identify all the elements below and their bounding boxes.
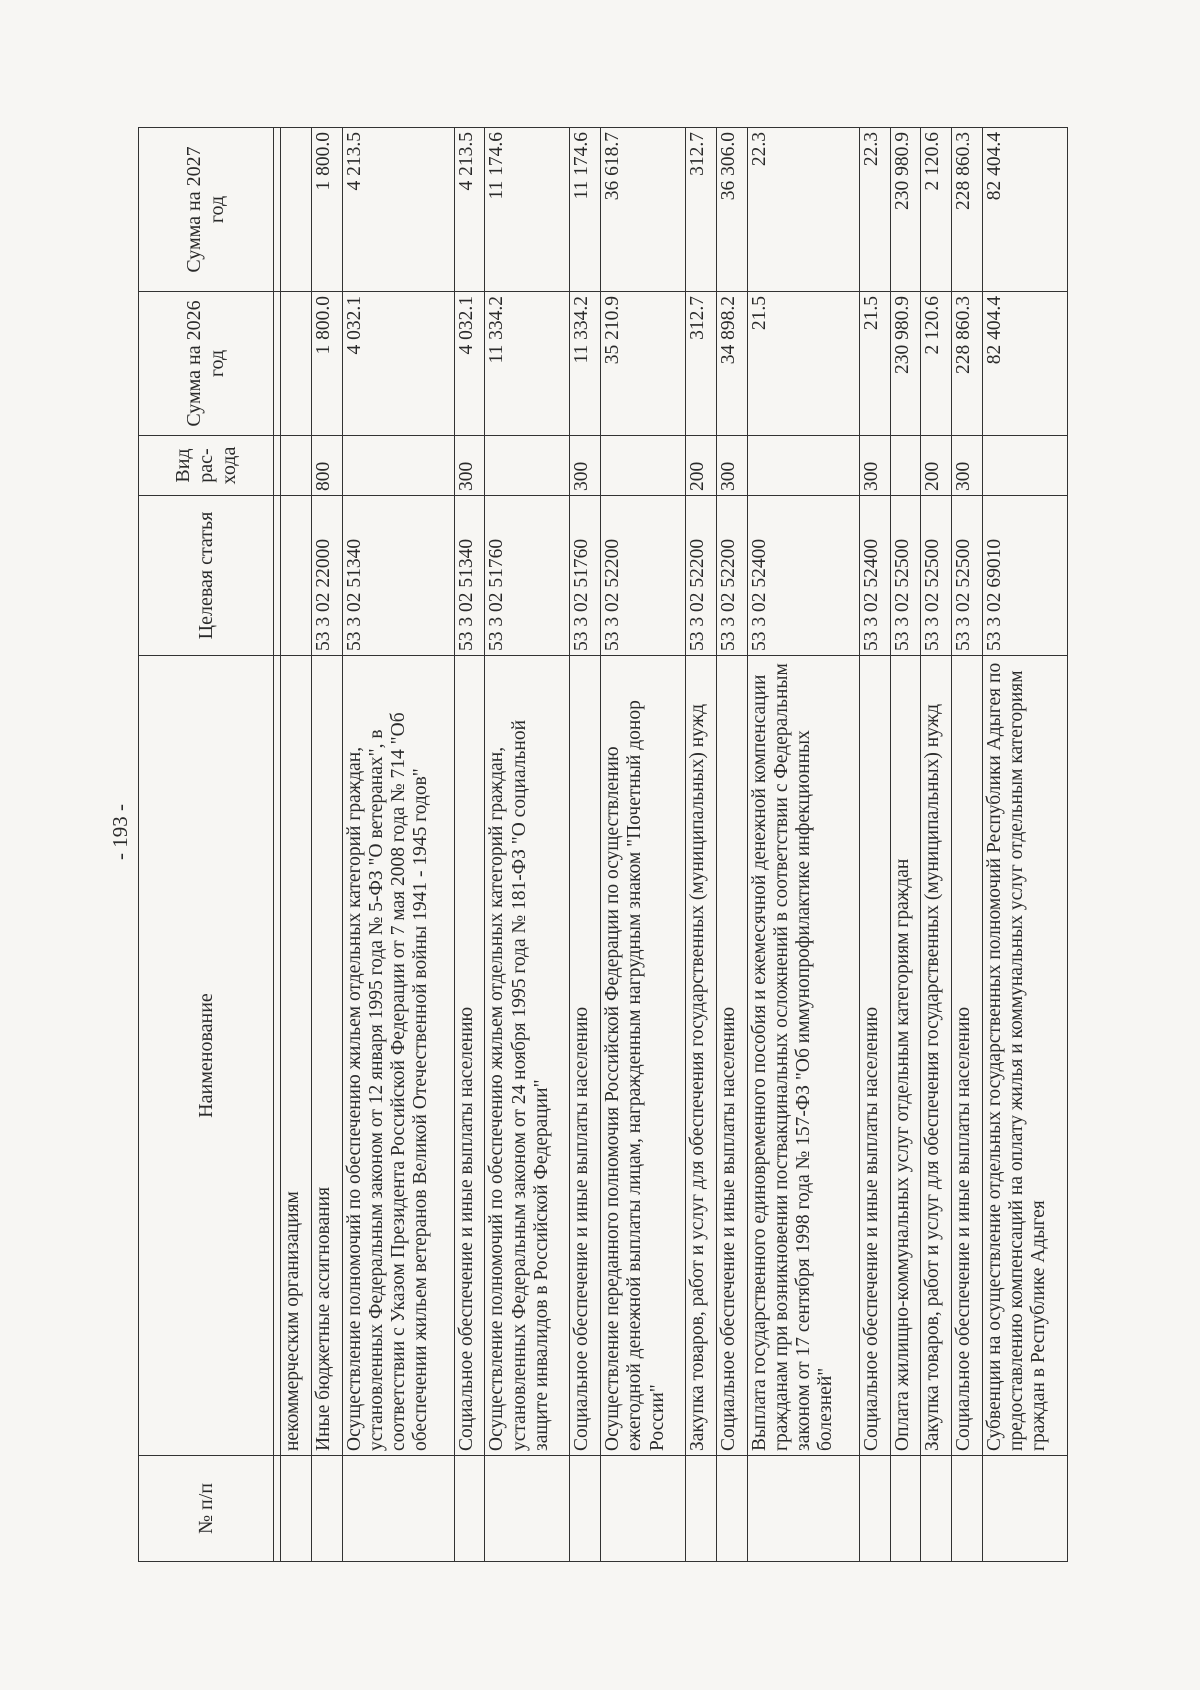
cell-num <box>952 1456 983 1562</box>
cell-sum-2026: 11 334.2 <box>485 292 570 436</box>
table-row <box>982 128 1067 1562</box>
table-row <box>342 128 454 1562</box>
cell-expense-type: 200 <box>921 436 952 496</box>
cell-num <box>570 1456 601 1562</box>
table-row <box>890 128 921 1562</box>
cell-expense-type: 200 <box>686 436 717 496</box>
cell-target-article: 53 3 02 52200 <box>601 496 686 656</box>
cell-name: Выплата государственного единовременного пособия и ежемесячной денежной компенсации гражданам при возникновении поствакцинальных осложнений в соответствии с Федеральным законом от 17 сентября 1998 года № 157-ФЗ "Об иммунопрофилактике инфекционных болезней" <box>747 656 859 1456</box>
cell-sum-2027: 228 860.3 <box>952 128 983 292</box>
cell-target-article: 53 3 02 51340 <box>454 496 485 656</box>
cell-sum-2027: 2 120.6 <box>921 128 952 292</box>
cell-target-article: 53 3 02 52200 <box>716 496 747 656</box>
cell-num <box>454 1456 485 1562</box>
page-number: - 193 - <box>108 804 132 860</box>
cell-sum-2027: 312.7 <box>686 128 717 292</box>
cell-name: Субвенции на осуществление отдельных государственных полномочий Республики Адыгея по предоставлению компенсаций на оплату жилья и коммунальных услуг отдельным категориям граждан в Республике Адыгея <box>982 656 1067 1456</box>
spacer-row <box>274 128 281 1562</box>
cell-name: Закупка товаров, работ и услуг для обеспечения государственных (муниципальных) нужд <box>921 656 952 1456</box>
cell-name: Осуществление полномочий по обеспечению жильем отдельных категорий граждан, установленных Федеральным законом от 24 ноября 1995 года № 181-ФЗ "О социальной защите инвалидов в Российской Федерации" <box>485 656 570 1456</box>
cell-name: Социальное обеспечение и иные выплаты населению <box>859 656 890 1456</box>
cell-expense-type: 300 <box>570 436 601 496</box>
cell-sum-2027: 11 174.6 <box>485 128 570 292</box>
cell-sum-2027: 4 213.5 <box>454 128 485 292</box>
cell-sum-2026: 11 334.2 <box>570 292 601 436</box>
table-row <box>281 128 312 1562</box>
cell-target-article: 53 3 02 22000 <box>311 496 342 656</box>
cell-num <box>747 1456 859 1562</box>
cell-target-article <box>281 496 312 656</box>
cell-num <box>890 1456 921 1562</box>
table-row <box>747 128 859 1562</box>
cell-sum-2027: 82 404.4 <box>982 128 1067 292</box>
cell-sum-2026 <box>281 292 312 436</box>
cell-sum-2027: 4 213.5 <box>342 128 454 292</box>
cell-target-article: 53 3 02 52500 <box>890 496 921 656</box>
table-row <box>716 128 747 1562</box>
cell-target-article: 53 3 02 51760 <box>485 496 570 656</box>
header-sum-2027: Сумма на 2027 год <box>139 128 274 292</box>
cell-expense-type <box>485 436 570 496</box>
table-body <box>274 128 1068 1562</box>
table-row <box>454 128 485 1562</box>
cell-sum-2027: 11 174.6 <box>570 128 601 292</box>
cell-num <box>342 1456 454 1562</box>
cell-name: Социальное обеспечение и иные выплаты населению <box>454 656 485 1456</box>
cell-num <box>686 1456 717 1562</box>
cell-expense-type: 300 <box>716 436 747 496</box>
cell-num <box>281 1456 312 1562</box>
table-row <box>311 128 342 1562</box>
cell-target-article: 53 3 02 52500 <box>952 496 983 656</box>
header-code: Целевая статья <box>139 496 274 656</box>
cell-expense-type <box>342 436 454 496</box>
cell-num <box>982 1456 1067 1562</box>
cell-sum-2026: 34 898.2 <box>716 292 747 436</box>
header-num: № п/п <box>139 1456 274 1562</box>
cell-expense-type <box>601 436 686 496</box>
table-row <box>921 128 952 1562</box>
cell-target-article: 53 3 02 51760 <box>570 496 601 656</box>
table-row <box>601 128 686 1562</box>
cell-target-article: 53 3 02 69010 <box>982 496 1067 656</box>
table-row <box>859 128 890 1562</box>
cell-num <box>311 1456 342 1562</box>
cell-sum-2027 <box>281 128 312 292</box>
cell-sum-2027: 36 306.0 <box>716 128 747 292</box>
cell-expense-type: 300 <box>454 436 485 496</box>
table-row <box>686 128 717 1562</box>
cell-sum-2026: 228 860.3 <box>952 292 983 436</box>
cell-name: некоммерческим организациям <box>281 656 312 1456</box>
cell-sum-2026: 21.5 <box>747 292 859 436</box>
cell-sum-2027: 22.3 <box>859 128 890 292</box>
cell-expense-type: 300 <box>952 436 983 496</box>
cell-sum-2026: 35 210.9 <box>601 292 686 436</box>
cell-expense-type: 800 <box>311 436 342 496</box>
cell-name: Социальное обеспечение и иные выплаты населению <box>716 656 747 1456</box>
header-sum-2026: Сумма на 2026 год <box>139 292 274 436</box>
cell-name: Осуществление переданного полномочия Российской Федерации по осуществлению ежегодной денежной выплаты лицам, награжденным нагрудным знаком "Почетный донор России" <box>601 656 686 1456</box>
cell-name: Осуществление полномочий по обеспечению жильем отдельных категорий граждан, установленных Федеральным законом от 12 января 1995 года № 5-ФЗ "О ветеранах", в соответствии с Указом Президента Российской Федерации от 7 мая 2008 года № 714 "Об обеспечении жильем ветеранов Великой Отечественной войны 1941 - 1945 годов" <box>342 656 454 1456</box>
cell-target-article: 53 3 02 52200 <box>686 496 717 656</box>
cell-sum-2026: 312.7 <box>686 292 717 436</box>
header-vid: Вид рас-хода <box>139 436 274 496</box>
cell-target-article: 53 3 02 52500 <box>921 496 952 656</box>
cell-name: Социальное обеспечение и иные выплаты населению <box>952 656 983 1456</box>
cell-sum-2026: 1 800.0 <box>311 292 342 436</box>
cell-sum-2027: 22.3 <box>747 128 859 292</box>
cell-sum-2026: 21.5 <box>859 292 890 436</box>
table-row <box>952 128 983 1562</box>
cell-num <box>859 1456 890 1562</box>
header-name: Наименование <box>139 656 274 1456</box>
cell-name: Социальное обеспечение и иные выплаты населению <box>570 656 601 1456</box>
cell-sum-2026: 2 120.6 <box>921 292 952 436</box>
cell-expense-type: 300 <box>859 436 890 496</box>
cell-sum-2026: 82 404.4 <box>982 292 1067 436</box>
budget-table <box>138 127 1068 1562</box>
cell-expense-type <box>281 436 312 496</box>
cell-num <box>921 1456 952 1562</box>
cell-expense-type <box>890 436 921 496</box>
cell-expense-type <box>982 436 1067 496</box>
table-header-row <box>139 128 274 1562</box>
cell-sum-2027: 1 800.0 <box>311 128 342 292</box>
cell-target-article: 53 3 02 51340 <box>342 496 454 656</box>
cell-sum-2027: 230 980.9 <box>890 128 921 292</box>
table-row <box>570 128 601 1562</box>
cell-num <box>601 1456 686 1562</box>
cell-name: Иные бюджетные ассигнования <box>311 656 342 1456</box>
cell-target-article: 53 3 02 52400 <box>859 496 890 656</box>
cell-sum-2026: 230 980.9 <box>890 292 921 436</box>
cell-name: Оплата жилищно-коммунальных услуг отдельным категориям граждан <box>890 656 921 1456</box>
table-row <box>485 128 570 1562</box>
cell-sum-2026: 4 032.1 <box>454 292 485 436</box>
budget-table-container <box>138 128 1068 1562</box>
cell-num <box>485 1456 570 1562</box>
cell-name: Закупка товаров, работ и услуг для обеспечения государственных (муниципальных) нужд <box>686 656 717 1456</box>
cell-num <box>716 1456 747 1562</box>
cell-expense-type <box>747 436 859 496</box>
cell-target-article: 53 3 02 52400 <box>747 496 859 656</box>
cell-sum-2027: 36 618.7 <box>601 128 686 292</box>
cell-sum-2026: 4 032.1 <box>342 292 454 436</box>
